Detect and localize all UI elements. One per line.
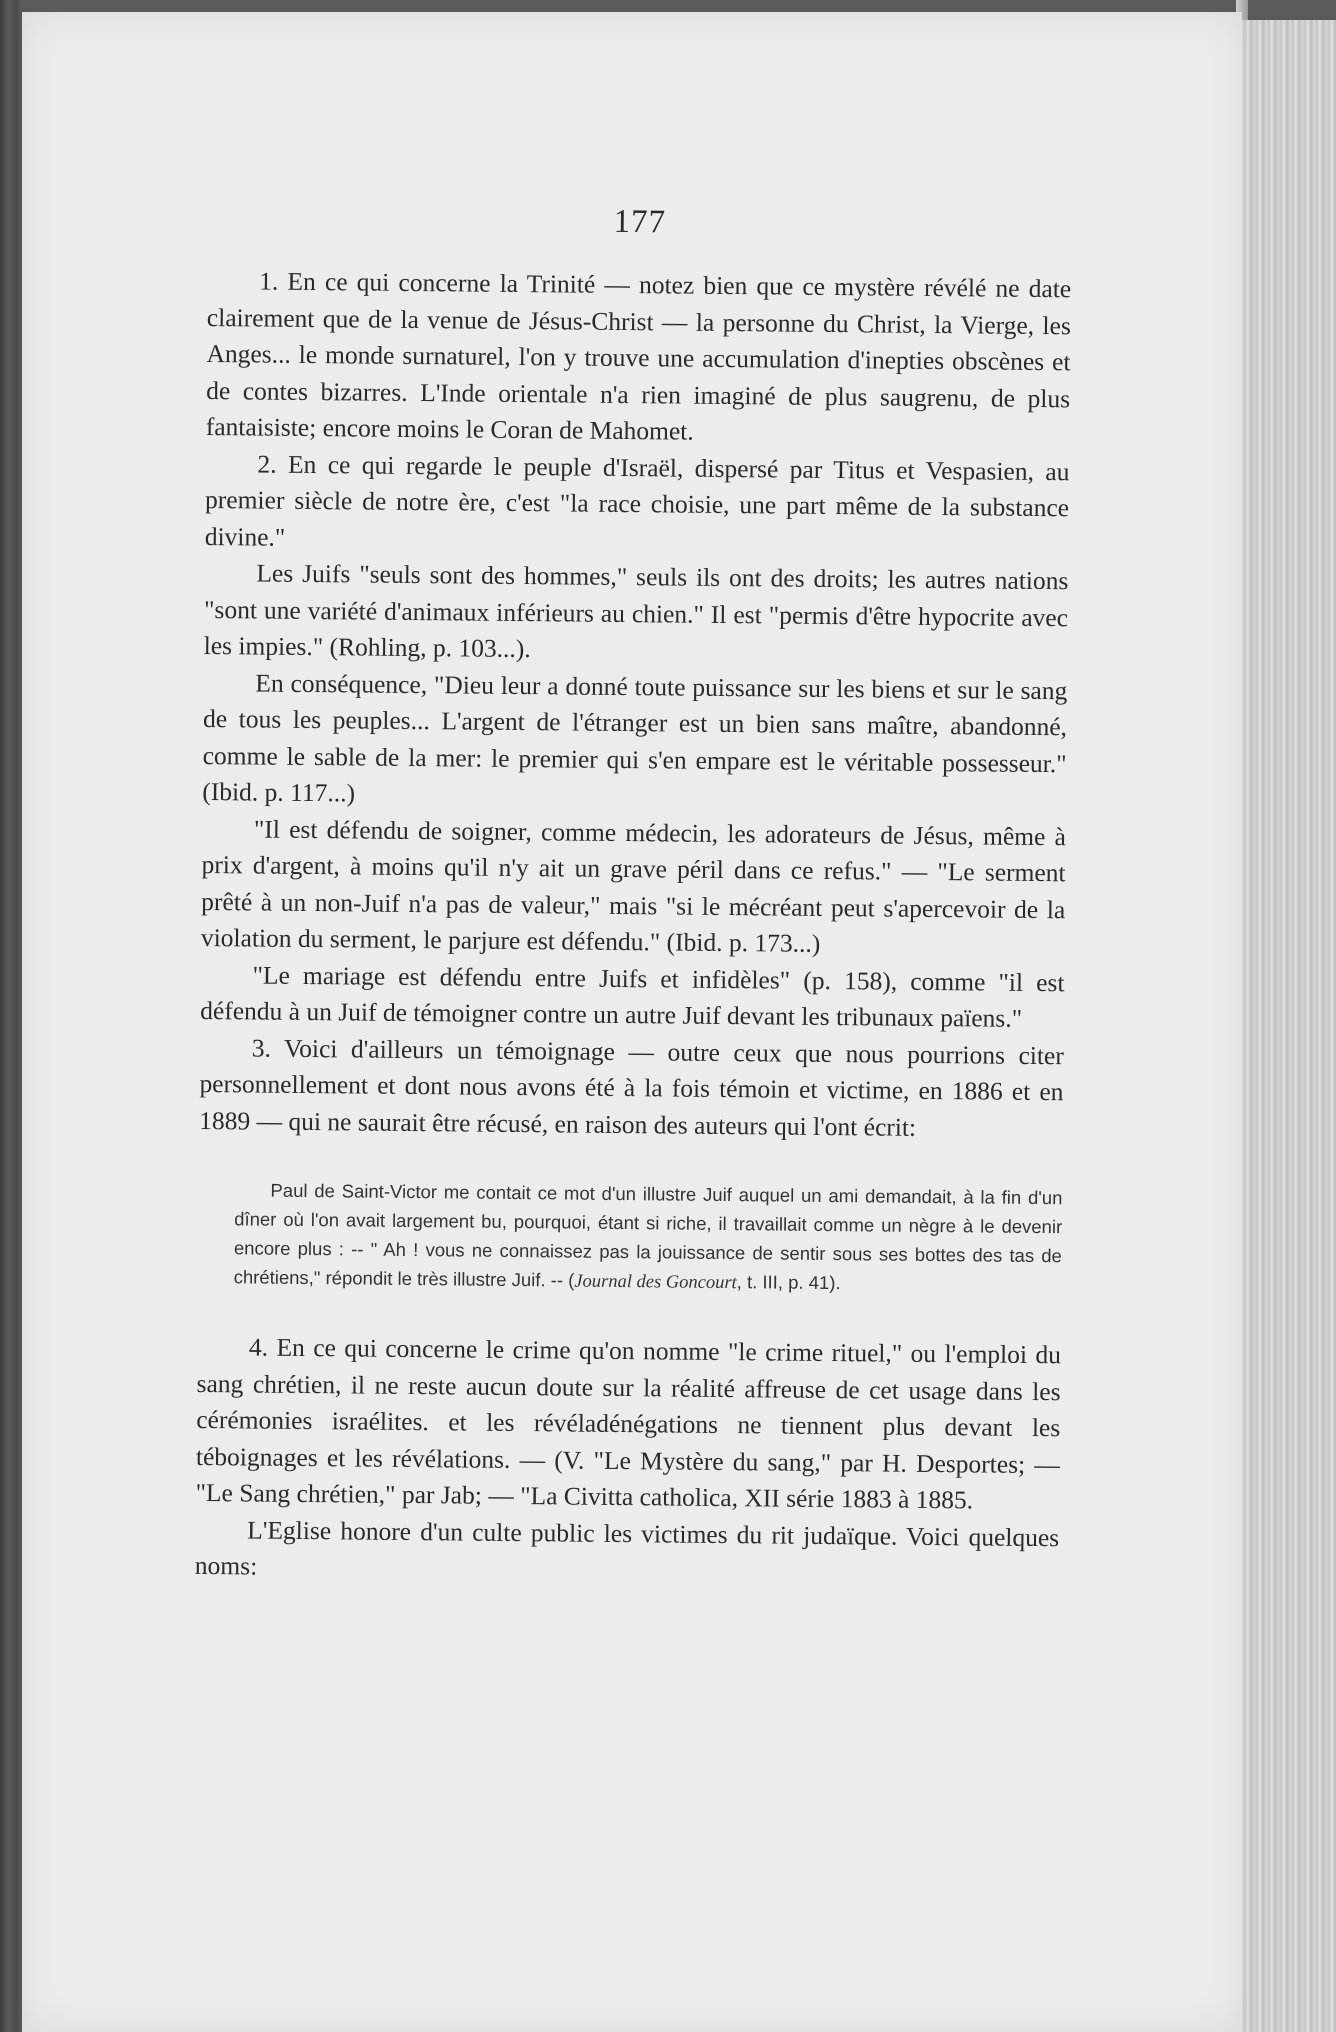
stacked-page-edges [1242,20,1336,2032]
page-number: 177 [613,203,667,241]
paragraph-israel: 2. En ce qui regarde le peuple d'Israël, dispersé par Titus et Vespasien, au premier siècle de notre ère, c'est "la race choisie, une part même de la substance divine." [204,448,1070,552]
paragraph-crime-rituel: 4. En ce qui concerne le crime qu'on nomme "le crime rituel," ou l'emploi du sang chrétien, il ne reste aucun doute sur la réalité affreuse de cet usage dans les cérémonies israélites. et les révéladénégations ne tiennent plus devant les téboignages et les révélations. — (V. "Le Mystère du sang," par H. Desportes; — "Le Sang chrétien," par Jab; — "La Civitta catholica, XII série 1883 à 1885. [195,1332,1062,1515]
quote-text: Paul de Saint-Victor me contait ce mot d'un illustre Juif auquel un ami demandait, à la fin d'un dîner où l'on avait largement bu, pourquoi, étant si riche, il travaillait comme un nègre à le devenir encore plus : -- " Ah ! vous ne connaissez pas la jouissance de sentir sous ses bottes des tas de chrétiens," répondit le très illustre Juif. -- ( [233,1179,1063,1291]
paragraph-juifs: Les Juifs "seuls sont des hommes," seuls ils ont des droits; les autres nations "sont une variété d'animaux inférieurs au chien." Il est "permis d'être hypocrite avec les impies." (Rohling, p. 103...). [203,558,1069,664]
quote-source-title: Journal des Goncourt [574,1271,737,1294]
page-text-block [195,200,1072,1593]
quote-source-tail: , t. III, p. 41). [736,1271,841,1294]
paragraph-mariage: "Le mariage est défendu entre Juifs et infidèles" (p. 158), comme "il est défendu à un Juif de témoigner contre un autre Juif devant les tribunaux païens." [200,959,1065,1033]
paragraph-consequence: En conséquence, "Dieu leur a donné toute puissance sur les biens et sur le sang de tous les peuples... L'argent de l'étranger est un bien sans maître, abandonné, comme le sable de la mer: le premier qui s'en empare est le véritable possesseur." (Ibid. p. 117...) [202,667,1068,808]
block-quote [234,1175,1063,1301]
paragraph-trinity: 1. En ce qui concerne la Trinité — notez bien que ce mystère révélé ne date clairement que de la venue de Jésus-Christ — la personne du Christ, la Vierge, les Anges... le monde surnaturel, l'on y trouve une accumulation d'inepties obscènes et de contes bizarres. L'Inde orientale n'a rien imaginé de plus saugrenu, de plus fantaisiste; encore moins le Coran de Mahomet. [205,266,1072,446]
paragraph-temoignage: 3. Voici d'ailleurs un témoignage — outre ceux que nous pourrions citer personnellement et dont nous avons été à la fois témoin et victime, en 1886 et en 1889 — qui ne saurait être récusé, en raison des auteurs qui l'ont écrit: [199,1032,1064,1142]
paragraph-medecin: "Il est défendu de soigner, comme médecin, les adorateurs de Jésus, même à prix d'argent, à moins qu'il n'y ait un grave péril dans ce refus." — "Le serment prêté à un non-Juif n'a pas de valeur," mais "si le mécréant peut s'apercevoir de la violation du serment, le parjure est défendu." (Ibid. p. 173...) [200,813,1067,958]
paragraph-eglise: L'Eglise honore d'un culte public les victimes du rit judaïque. Voici quelques noms: [194,1514,1060,1581]
